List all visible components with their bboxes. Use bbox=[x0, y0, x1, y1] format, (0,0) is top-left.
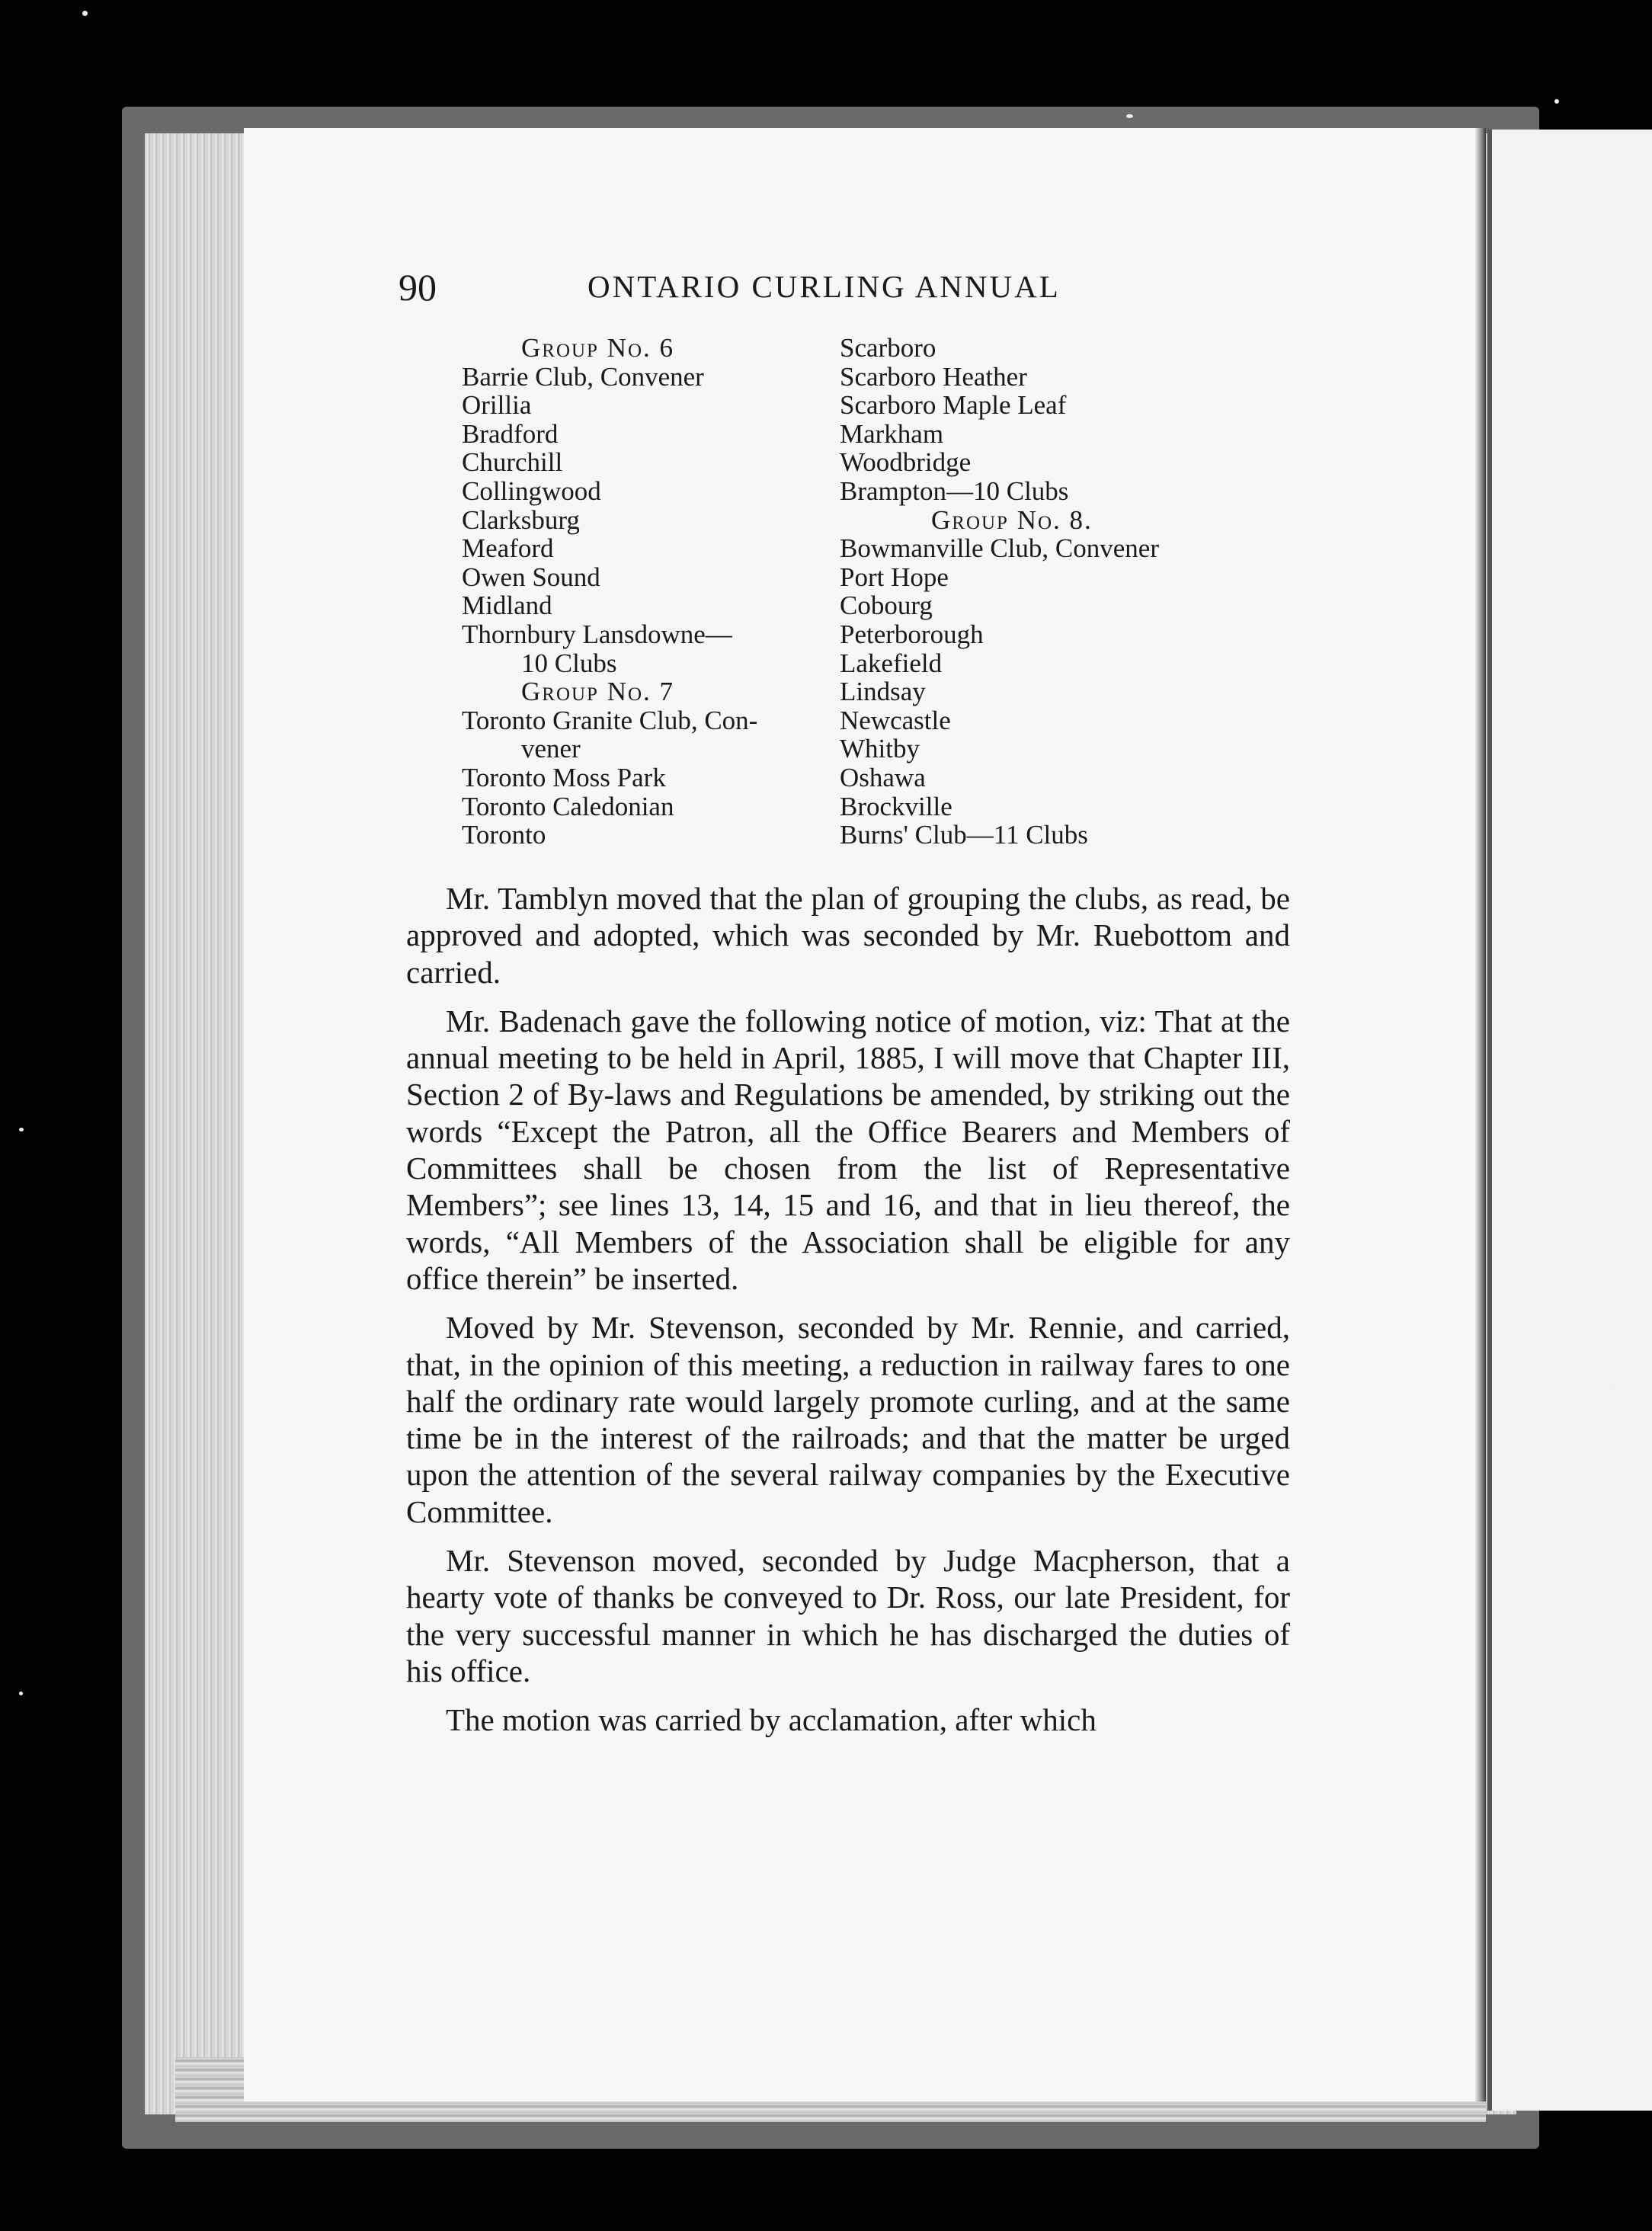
list-item: Toronto Moss Park bbox=[462, 762, 666, 792]
list-item: Clarksburg bbox=[462, 504, 580, 535]
paragraph-railway-fares: Moved by Mr. Stevenson, seconded by Mr. Rennie, and carried, that, in the opinion of this meeting, a reduction in railway fares to one half the ordinary rate would largely promote curling, and at the same time be in the interest of the railroads; and that the matter be urged upon the attention of the several railway companies by the Executive Committee. bbox=[406, 1310, 1290, 1529]
paragraph-vote-of-thanks: Mr. Stevenson moved, seconded by Judge Macpherson, that a hearty vote of thanks be conveyed to Dr. Ross, our late President, for the very successful manner in which he has discharged the duties of his office. bbox=[406, 1543, 1290, 1688]
list-item: Bowmanville Club, Convener bbox=[840, 533, 1159, 564]
list-item: Brampton—10 Clubs bbox=[840, 475, 1069, 506]
list-item: Toronto Granite Club, Con- bbox=[462, 705, 758, 735]
body-text bbox=[406, 880, 1290, 1751]
list-item: Lakefield bbox=[840, 648, 943, 678]
list-item: Owen Sound bbox=[462, 562, 600, 592]
list-item: Woodbridge bbox=[840, 447, 972, 478]
list-item: Port Hope bbox=[840, 562, 949, 592]
list-item: Peterborough bbox=[840, 619, 984, 649]
page-number: 90 bbox=[399, 266, 437, 309]
club-list-right bbox=[840, 334, 1266, 850]
list-item: Scarboro Maple Leaf bbox=[840, 390, 1067, 421]
list-item: Toronto Caledonian bbox=[462, 791, 674, 821]
list-item: Bradford bbox=[462, 418, 559, 449]
book-gutter bbox=[1475, 128, 1486, 2101]
list-item: Churchill bbox=[462, 447, 563, 478]
list-item: Scarboro Heather bbox=[840, 361, 1027, 392]
group-heading: Group No. 7 bbox=[521, 677, 675, 707]
list-item: Toronto bbox=[462, 820, 546, 850]
list-item: Markham bbox=[840, 418, 944, 449]
list-item: Barrie Club, Convener bbox=[462, 361, 704, 392]
paragraph-grouping-motion: Mr. Tamblyn moved that the plan of grouping the clubs, as read, be approved and adopted, which was seconded by Mr. Ruebottom and carried. bbox=[406, 881, 1290, 990]
list-item: Meaford bbox=[462, 533, 554, 564]
group-heading: Group No. 6 bbox=[521, 333, 675, 363]
facing-page-edge bbox=[1487, 130, 1652, 2111]
list-item-continuation: 10 Clubs bbox=[521, 648, 617, 678]
list-item: Collingwood bbox=[462, 475, 601, 506]
list-item: Newcastle bbox=[840, 705, 951, 735]
list-item: Orillia bbox=[462, 390, 532, 421]
running-head bbox=[399, 265, 1161, 311]
running-title: ONTARIO CURLING ANNUAL bbox=[587, 269, 1061, 304]
list-item: Brockville bbox=[840, 791, 952, 821]
paragraph-notice-of-motion: Mr. Badenach gave the following notice of motion, viz: That at the annual meeting to be held in April, 1885, I will move that Chapter III, Section 2 of By-laws and Regulations be amended, by striking out the words “Except the Patron, all the Office Bearers and Members of Committees shall be chosen from the list of Representative Members”; see lines 13, 14, 15 and 16, and that in lieu thereof, the words, “All Members of the Association shall be eligible for any office therein” be inserted. bbox=[406, 1003, 1290, 1296]
list-item: Thornbury Lansdowne— bbox=[462, 619, 732, 649]
group-heading: Group No. 8. bbox=[931, 504, 1093, 535]
list-item: Whitby bbox=[840, 734, 920, 764]
list-item-continuation: vener bbox=[521, 734, 581, 764]
list-item: Burns' Club—11 Clubs bbox=[840, 820, 1088, 850]
paragraph-acclamation: The motion was carried by acclamation, after which bbox=[446, 1702, 1097, 1738]
list-item: Lindsay bbox=[840, 677, 926, 707]
list-item: Midland bbox=[462, 591, 552, 621]
club-groups bbox=[462, 334, 1300, 867]
list-item: Scarboro bbox=[840, 333, 936, 363]
club-list-left bbox=[462, 334, 828, 850]
list-item: Cobourg bbox=[840, 591, 933, 621]
list-item: Oshawa bbox=[840, 762, 926, 792]
